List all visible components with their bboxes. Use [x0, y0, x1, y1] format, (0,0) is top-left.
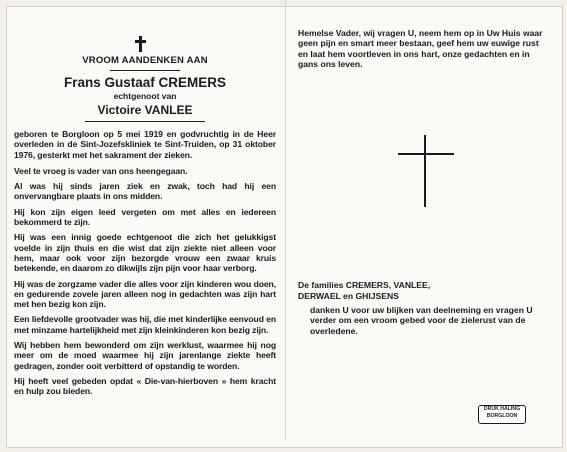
- families-block: [298, 280, 548, 336]
- stamp-line-2: BORGLOON: [486, 413, 518, 419]
- paragraph-3: Hij kon zijn eigen leed vergeten om met alles en iedereen bekommerd te zijn.: [14, 206, 276, 228]
- prayer-text: Hemelse Vader, wij vragen U, neem hem op in Uw Huis waar geen pijn en smart meer bestaan, geef hem uw euwige rust en laat hem voortleven in ons hart, onze gedachten en in gans ons leven.: [298, 28, 543, 69]
- paragraph-8: Hij heeft veel gebeden opdat « Die-van-hierboven » hem kracht en hulp zou bieden.: [14, 375, 276, 397]
- paragraph-1: Veel te vroeg is vader van ons heengegaan.: [14, 165, 188, 176]
- printer-stamp: [478, 405, 526, 424]
- families-line-2: DERWAEL en GHIJSENS: [298, 290, 399, 301]
- header-line1: VROOM AANDENKEN AAN: [82, 55, 208, 66]
- header-rule-2: [85, 121, 205, 122]
- paragraph-5: Hij was de zorgzame vader die alles voor zijn kinderen wou doen, en gedurende zovele jaren alleen nog in gedachten was zijn hart met hen bezig kon zijn.: [14, 278, 276, 310]
- thanks-text: danken U voor uw blijken van deelneming en vragen U verder om een vroom gebed voor de zielerust van de overledene.: [310, 305, 533, 336]
- paragraph-4: Hij was een innig goede echtgenoot die zich het gelukkigst voelde in zijn thuis en die wist dat zijn ziekte niet alleen voor hem, maar ook voor zijn bezorgde vrouw een zwaar kruis betekende, en daarom zo dikwijls zijn pijn voor haar verborg.: [14, 232, 276, 274]
- card-fold-line: [285, 0, 286, 440]
- paragraph-6: Een liefdevolle grootvader was hij, die met kinderlijke eenvoud en met minzame hartelijkheid met zijn kleinkinderen kon bezig zijn.: [14, 314, 276, 335]
- stamp-line-1: DRUK HALING: [483, 406, 521, 412]
- families-line-1: De families CREMERS, VANLEE,: [298, 280, 431, 290]
- deceased-name: Frans Gustaaf CREMERS: [63, 74, 227, 90]
- small-cross-icon: [135, 36, 147, 52]
- header-rule: [110, 70, 180, 71]
- right-panel: [298, 28, 548, 69]
- relation-label: echtgenoot van: [113, 91, 177, 102]
- paragraph-2: Al was hij sinds jaren ziek en zwak, toch had hij een onvervangbare plaats in ons midden.: [14, 181, 276, 202]
- large-cross-icon: [398, 135, 454, 207]
- spouse-name: Victoire VANLEE: [97, 103, 193, 118]
- birth-death-paragraph: geboren te Borgloon op 5 mei 1919 en godvruchtig in de Heer overleden in de Sint-Jozefskliniek te Sint-Truiden, op 31 oktober 1976, gesterkt met het sakrament der zieken.: [14, 129, 276, 160]
- paragraph-7: Wij hebben hem bewonderd om zijn werklust, waarmee hij nog meer om de moed waarmee hij zijn jarenlange ziekte heeft gedragen, zonder ooit verbitterd of opstandig te worden.: [14, 340, 276, 371]
- left-panel: [14, 56, 276, 402]
